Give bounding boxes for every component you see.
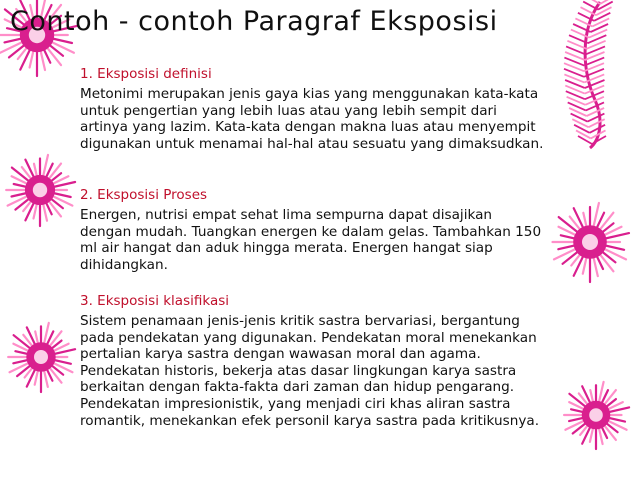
slide-title: Contoh - contoh Paragraf Eksposisi <box>10 6 498 37</box>
flower-decoration-low-left <box>4 320 78 394</box>
section-eksposisi-klasifikasi <box>80 293 545 429</box>
section-body: Metonimi merupakan jenis gaya kias yang menggunakan kata-kata untuk pengertian yang lebih luas atau yang lebih sempit dari artinya yang lazim. Kata-kata dengan makna luas atau menyempit digunakan untuk menamai hal-hal atau sesuatu yang dimaksudkan. <box>80 86 544 152</box>
flower-decoration-mid-left <box>2 152 78 228</box>
section-heading: 1. Eksposisi definisi <box>80 66 212 82</box>
section-body: Energen, nutrisi empat sehat lima sempurna dapat disajikan dengan mudah. Tuangkan energen ke dalam gelas. Tambahkan 150 ml air hangat dan aduk hingga merata. Energen hangat siap dihidangkan. <box>80 207 542 273</box>
section-heading: 2. Eksposisi Proses <box>80 187 208 203</box>
flower-decoration-low-right <box>560 360 632 470</box>
section-eksposisi-proses <box>80 187 545 273</box>
flower-decoration-mid-right <box>548 200 632 284</box>
section-eksposisi-definisi <box>80 66 545 152</box>
section-heading: 3. Eksposisi klasifikasi <box>80 293 230 309</box>
feather-decoration-top-right <box>560 0 630 150</box>
section-body: Sistem penamaan jenis-jenis kritik sastra bervariasi, bergantung pada pendekatan yang digunakan. Pendekatan moral menekankan pertalian karya sastra dengan wawasan moral dan agama. Pendekatan historis, bekerja atas dasar lingkungan karya sastra berkaitan dengan fakta-fakta dari zaman dan hidup pengarang. Pendekatan impresionistik, yang menjadi ciri khas aliran sastra romantik, menekankan efek personil karya sastra pada kritikusnya. <box>80 313 540 429</box>
